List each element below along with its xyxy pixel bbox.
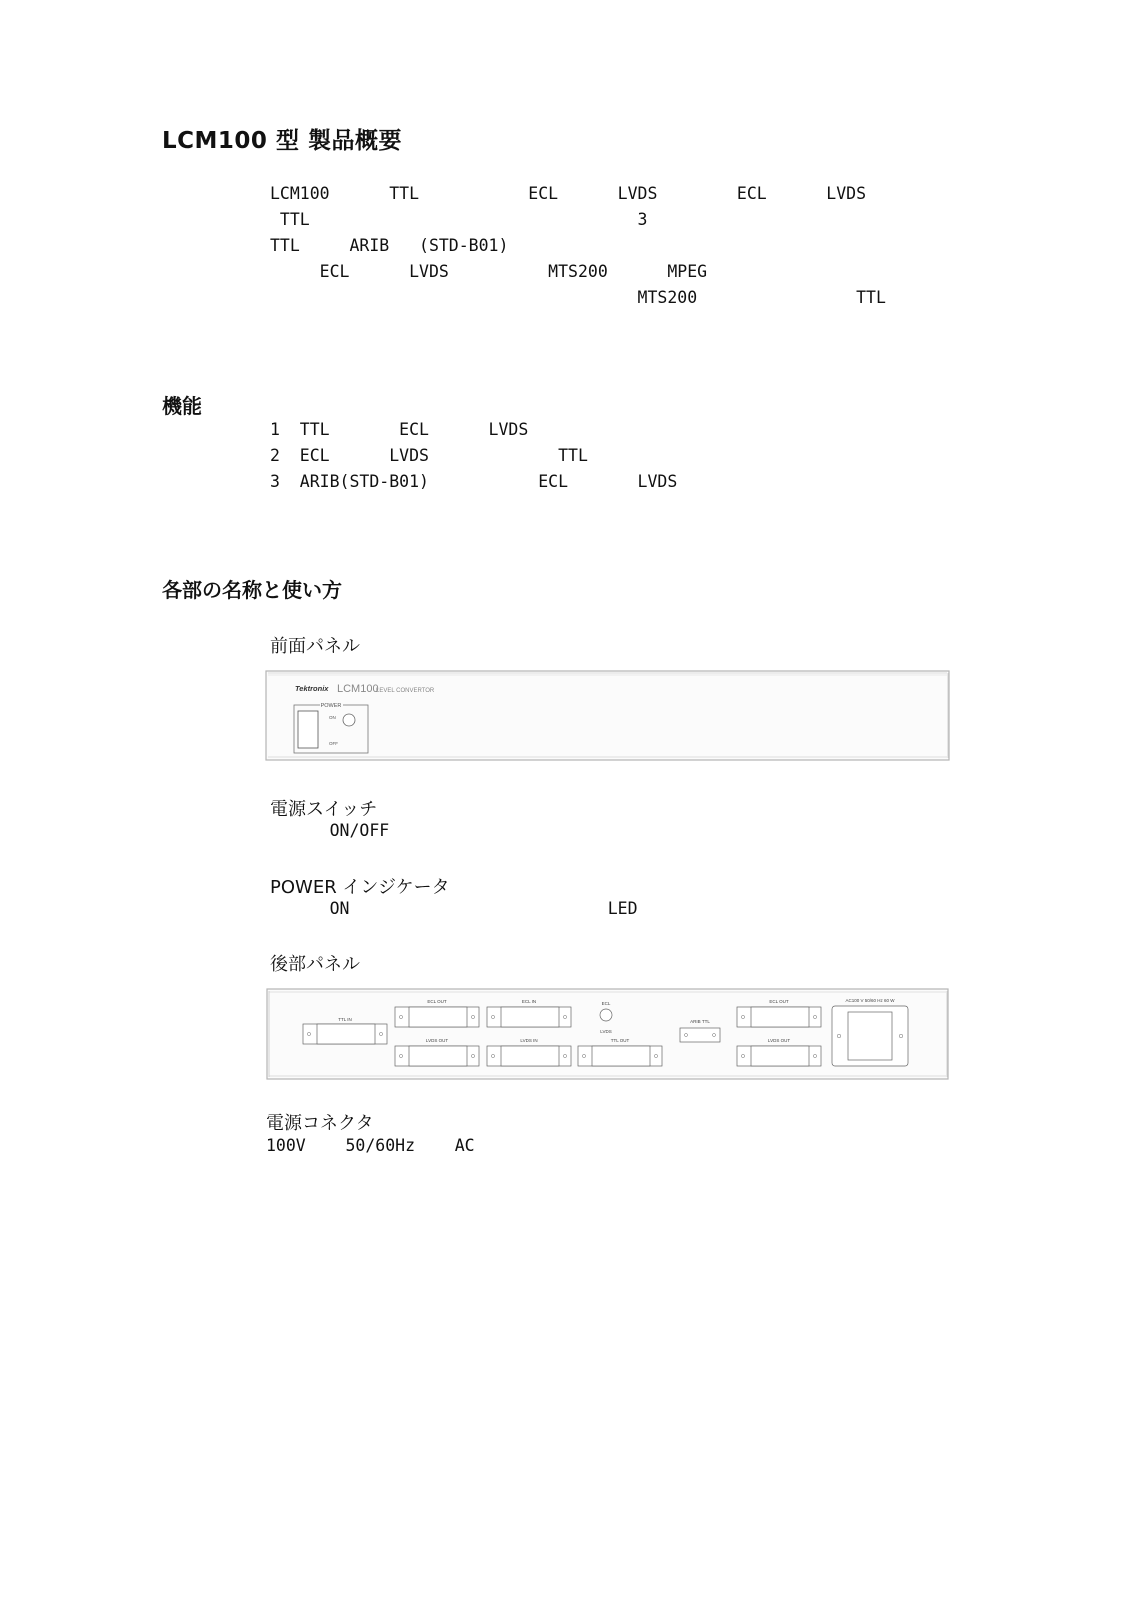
parts-heading: 各部の名称と使い方 <box>162 578 342 602</box>
ac-inlet[interactable] <box>832 1006 908 1066</box>
power-switch-desc: ON/OFF <box>270 821 529 840</box>
intro-line: TTL 3 <box>270 210 896 229</box>
power-group-label: POWER <box>320 703 342 709</box>
ttl-in-connector[interactable] <box>303 1024 387 1044</box>
ecl-out-label: ECL OUT <box>427 999 447 1004</box>
off-label: OFF <box>329 741 338 746</box>
front-panel-label: 前面パネル <box>270 636 360 657</box>
feature-item: 3 ARIB(STD-B01) ECL LVDS <box>270 472 837 491</box>
ecl-out-connector[interactable] <box>395 1007 479 1027</box>
lvds-out-2-connector[interactable] <box>737 1046 821 1066</box>
ecl-in-label: ECL IN <box>521 999 537 1004</box>
ecl-led-label: ECL <box>601 1001 611 1006</box>
page-title: LCM100 型 製品概要 <box>162 128 402 154</box>
intro-line <box>270 311 960 337</box>
brand-logo: Tektronix <box>295 684 329 693</box>
power-switch-label: 電源スイッチ <box>270 799 378 820</box>
ttl-out-connector[interactable] <box>578 1046 662 1066</box>
ecl-out-2-connector[interactable] <box>737 1007 821 1027</box>
lvds-out-2-label: LVDS OUT <box>767 1038 791 1043</box>
power-indicator-desc: ON LED <box>270 899 777 918</box>
power-switch[interactable] <box>298 711 318 748</box>
status-led <box>600 1009 612 1021</box>
front-panel-image <box>265 670 950 762</box>
ecl-in-connector[interactable] <box>487 1007 571 1027</box>
ac-rating-label: AC100 V 50/60 Hz 60 W <box>845 998 895 1003</box>
model-subtitle: LEVEL CONVERTOR <box>376 688 435 694</box>
rear-panel-label: 後部パネル <box>270 954 360 975</box>
ecl-out-2-label: ECL OUT <box>769 999 789 1004</box>
rear-panel-image <box>266 988 950 1082</box>
intro-paragraph <box>270 181 960 337</box>
arib-ttl-connector[interactable] <box>680 1028 720 1042</box>
intro-line: LCM100 TTL ECL LVDS ECL LVDS <box>270 184 886 203</box>
lvds-out-connector[interactable] <box>395 1046 479 1066</box>
features-heading: 機能 <box>162 394 202 418</box>
arib-ttl-label: ARIB TTL <box>690 1019 710 1024</box>
model-name: LCM100 <box>337 683 379 695</box>
feature-item: 2 ECL LVDS TTL <box>270 446 747 465</box>
intro-line: ECL LVDS MTS200 MPEG <box>270 262 906 281</box>
power-connector-desc: 100V 50/60Hz AC <box>266 1136 654 1155</box>
lvds-led-label: LVDS <box>600 1029 612 1034</box>
power-connector-label: 電源コネクタ <box>266 1113 374 1134</box>
feature-item: 1 TTL ECL LVDS <box>270 420 688 439</box>
features-list <box>270 417 836 495</box>
lvds-out-label: LVDS OUT <box>425 1038 449 1043</box>
ttl-out-label: TTL OUT <box>610 1038 630 1043</box>
ttl-in-label: TTL IN <box>338 1017 352 1022</box>
on-label: ON <box>329 715 336 720</box>
intro-line: TTL ARIB (STD-B01) <box>270 236 906 255</box>
power-led <box>343 714 355 726</box>
intro-line: MTS200 TTL <box>270 288 906 307</box>
lvds-in-label: LVDS IN <box>520 1038 538 1043</box>
power-indicator-label: POWER インジケータ <box>270 877 450 898</box>
lvds-in-connector[interactable] <box>487 1046 571 1066</box>
